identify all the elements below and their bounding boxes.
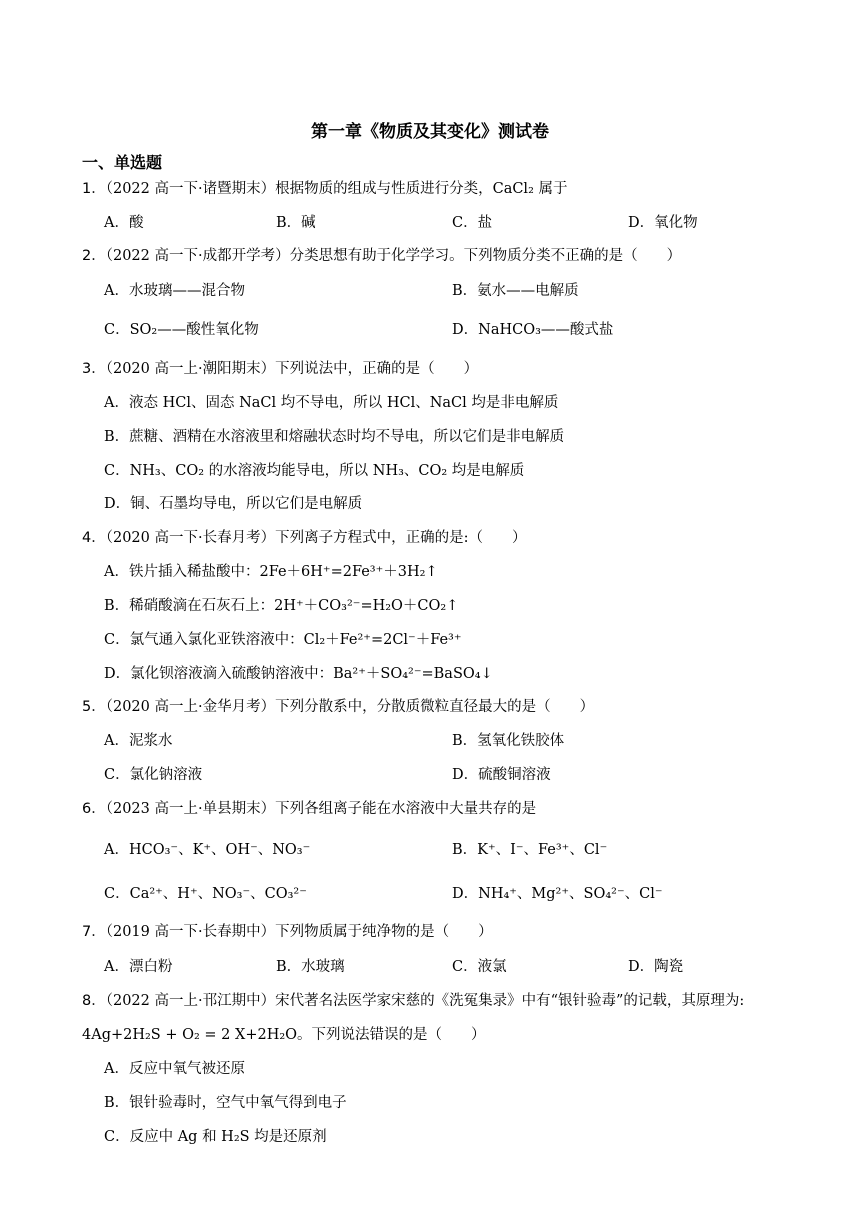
page-title: 第一章《物质及其变化》测试卷 bbox=[311, 122, 549, 142]
question-text: （2022 高一下·成都开学考）分类思想有助于化学学习。下列物质分类不正确的是（ ） bbox=[105, 248, 682, 264]
option-c: C．氯化钠溶液 bbox=[104, 767, 203, 783]
option-c: C．液氯 bbox=[452, 959, 507, 975]
option-a: A．漂白粉 bbox=[104, 959, 173, 975]
question-5 bbox=[82, 697, 594, 717]
question-2 bbox=[82, 246, 681, 266]
option-d: D．氯化钡溶液滴入硫酸钠溶液中：Ba²⁺＋SO₄²⁻=BaSO₄↓ bbox=[104, 666, 493, 682]
option-d: D．陶瓷 bbox=[628, 959, 684, 975]
option-c: C．盐 bbox=[452, 215, 493, 231]
question-8 bbox=[82, 991, 744, 1011]
question-3 bbox=[82, 359, 478, 379]
question-number: 7． bbox=[82, 924, 106, 940]
option-b: B．水玻璃 bbox=[276, 959, 345, 975]
option-d: D．NH₄⁺、Mg²⁺、SO₄²⁻、Cl⁻ bbox=[452, 886, 663, 902]
option-b: B．蔗糖、酒精在水溶液里和熔融状态时均不导电，所以它们是非电解质 bbox=[104, 429, 565, 445]
question-text: （2023 高一上·单县期末）下列各组离子能在水溶液中大量共存的是 bbox=[105, 801, 537, 817]
question-text: （2020 高一下·长春月考）下列离子方程式中，正确的是:（ ） bbox=[105, 530, 527, 546]
option-b: B．碱 bbox=[276, 215, 316, 231]
question-text: （2019 高一下·长春期中）下列物质属于纯净物的是（ ） bbox=[105, 924, 493, 940]
option-a: A．酸 bbox=[104, 215, 144, 231]
question-number: 8． bbox=[82, 993, 106, 1009]
option-d: D．硫酸铜溶液 bbox=[452, 767, 551, 783]
option-a: A．泥浆水 bbox=[104, 733, 173, 749]
question-text: （2022 高一下·诸暨期末）根据物质的组成与性质进行分类，CaCl₂ 属于 bbox=[105, 181, 568, 197]
option-a: A．水玻璃——混合物 bbox=[104, 283, 245, 299]
option-a: A．反应中氧气被还原 bbox=[104, 1061, 245, 1077]
option-b: B．K⁺、I⁻、Fe³⁺、Cl⁻ bbox=[452, 842, 608, 858]
question-number: 4． bbox=[82, 530, 106, 546]
option-d: D．氧化物 bbox=[628, 215, 698, 231]
option-d: D．NaHCO₃——酸式盐 bbox=[452, 322, 614, 338]
question-number: 1． bbox=[82, 181, 106, 197]
option-a: A．液态 HCl、固态 NaCl 均不导电，所以 HCl、NaCl 均是非电解质 bbox=[104, 395, 559, 411]
option-c: C．Ca²⁺、H⁺、NO₃⁻、CO₃²⁻ bbox=[104, 886, 307, 902]
option-c: C．SO₂——酸性氧化物 bbox=[104, 322, 259, 338]
question-4 bbox=[82, 528, 527, 548]
option-a: A．HCO₃⁻、K⁺、OH⁻、NO₃⁻ bbox=[104, 842, 311, 858]
question-7 bbox=[82, 922, 493, 942]
question-number: 6． bbox=[82, 801, 106, 817]
question-number: 5． bbox=[82, 699, 106, 715]
question-1 bbox=[82, 179, 568, 199]
option-c: C．反应中 Ag 和 H₂S 均是还原剂 bbox=[104, 1129, 327, 1145]
question-number: 2． bbox=[82, 248, 106, 264]
option-c: C．氯气通入氯化亚铁溶液中：Cl₂＋Fe²⁺=2Cl⁻＋Fe³⁺ bbox=[104, 632, 462, 648]
option-a: A．铁片插入稀盐酸中：2Fe＋6H⁺=2Fe³⁺＋3H₂↑ bbox=[104, 564, 438, 580]
question-number: 3． bbox=[82, 361, 106, 377]
question-text: （2020 高一上·潮阳期末）下列说法中，正确的是（ ） bbox=[105, 361, 479, 377]
question-text: （2022 高一上·邗江期中）宋代著名法医学家宋慈的《洗冤集录》中有“银针验毒”的记载，其原理为: bbox=[105, 993, 745, 1009]
question-text: （2020 高一上·金华月考）下列分散系中，分散质微粒直径最大的是（ ） bbox=[105, 699, 595, 715]
section-heading: 一、单选题 bbox=[82, 153, 163, 172]
option-c: C．NH₃、CO₂ 的水溶液均能导电，所以 NH₃、CO₂ 均是电解质 bbox=[104, 463, 525, 479]
question-6 bbox=[82, 799, 536, 819]
option-b: B．氨水——电解质 bbox=[452, 283, 579, 299]
option-b: B．氢氧化铁胶体 bbox=[452, 733, 565, 749]
option-d: D．铜、石墨均导电，所以它们是电解质 bbox=[104, 496, 363, 512]
option-b: B．稀硝酸滴在石灰石上：2H⁺＋CO₃²⁻=H₂O＋CO₂↑ bbox=[104, 598, 459, 614]
option-b: B．银针验毒时，空气中氧气得到电子 bbox=[104, 1095, 347, 1111]
question-8-continued: 4Ag+2H₂S + O₂ = 2 X+2H₂O。下列说法错误的是（ ） bbox=[82, 1027, 486, 1043]
